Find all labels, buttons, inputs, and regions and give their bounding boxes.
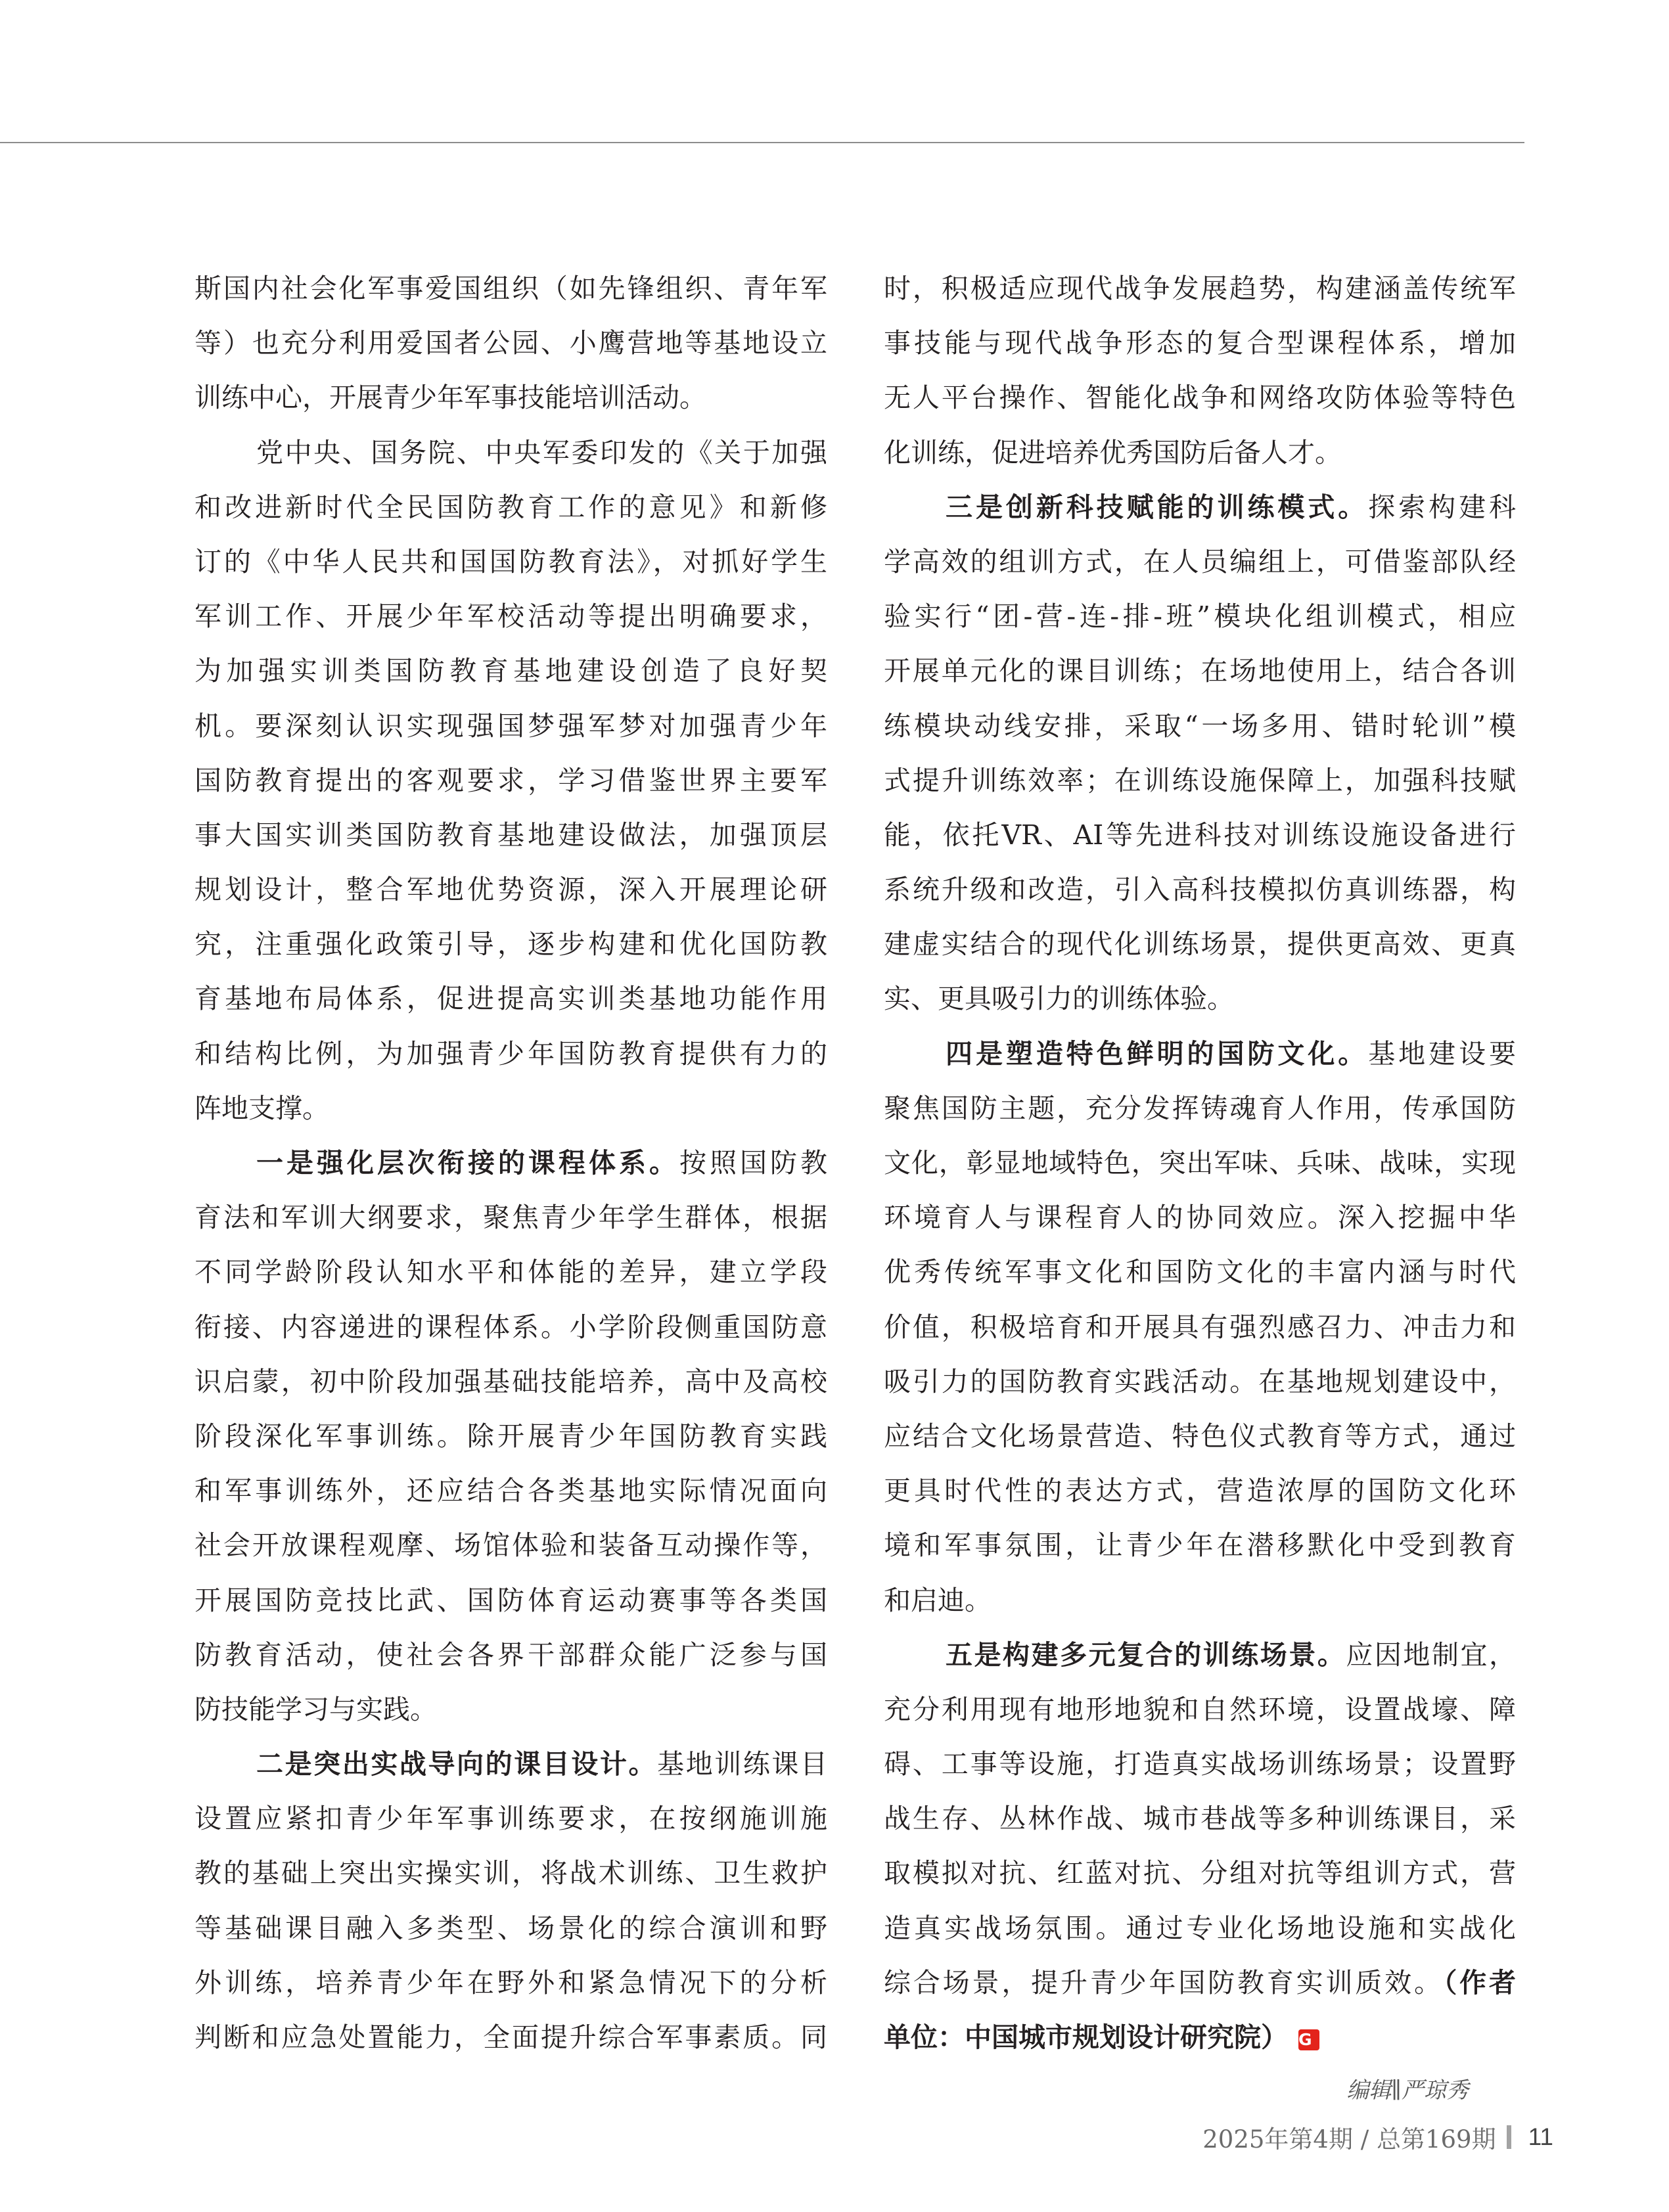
text-line: 建虚实结合的现代化训练场景，提供更高效、更真 xyxy=(884,928,1516,960)
text-line: 订的《中华人民共和国国防教育法》，对抓好学生 xyxy=(194,545,827,577)
paragraph xyxy=(884,1628,1516,2065)
text-line: 取模拟对抗、红蓝对抗、分组对抗等组训方式，营 xyxy=(884,1857,1516,1889)
header-rule xyxy=(0,142,1524,143)
text-line: 党中央、国务院、中央军委印发的《关于加强 xyxy=(256,436,827,468)
text-line: 判断和应急处置能力，全面提升综合军事素质。同 xyxy=(194,2021,827,2053)
text-line: 事技能与现代战争形态的复合型课程体系，增加 xyxy=(884,327,1516,359)
text-line xyxy=(884,1956,1516,2010)
text-line: 学高效的组训方式，在人员编组上，可借鉴部队经 xyxy=(884,545,1516,577)
text-line: 开展单元化的课目训练；在场地使用上，结合各训 xyxy=(884,655,1516,687)
text-line: 系统升级和改造，引入高科技模拟仿真训练器，构 xyxy=(884,874,1516,906)
text-line: 无人平台操作、智能化战争和网络攻防体验等特色 xyxy=(884,382,1516,414)
text-line xyxy=(884,1027,1516,1081)
text-line: 识启蒙，初中阶段加强基础技能培养，高中及高校 xyxy=(194,1365,827,1397)
text-line: 吸引力的国防教育实践活动。在基地规划建设中， xyxy=(884,1365,1516,1397)
paragraph xyxy=(194,426,827,1136)
text-line: 时，积极适应现代战争发展趋势，构建涵盖传统军 xyxy=(884,273,1516,304)
text-line: 不同学龄阶段认知水平和体能的差异，建立学段 xyxy=(194,1256,827,1288)
text-line: 外训练，培养青少年在野外和紧急情况下的分析 xyxy=(194,1966,827,1998)
section-heading: 三是创新科技赋能的训练模式。 xyxy=(946,491,1369,523)
text-line: 优秀传统军事文化和国防文化的丰富内涵与时代 xyxy=(884,1256,1516,1288)
text-line: 能，依托VR、AI等先进科技对训练设施设备进行 xyxy=(884,819,1516,851)
text-line: 练模块动线安排，采取“一场多用、错时轮训”模 xyxy=(884,710,1516,742)
section-heading: 四是塑造特色鲜明的国防文化。 xyxy=(946,1037,1369,1070)
text-line: 为加强实训类国防教育基地建设创造了良好契 xyxy=(194,655,827,687)
text-line: 育法和军训大纲要求，聚焦青少年学生群体，根据 xyxy=(194,1202,827,1234)
paragraph xyxy=(884,480,1516,1027)
text-line: 阵地支撑。 xyxy=(194,1092,329,1124)
text-line: 防技能学习与实践。 xyxy=(194,1693,437,1725)
right-column xyxy=(884,261,1516,2065)
text-line: 开展国防竞技比武、国防体育运动赛事等各类国 xyxy=(194,1584,827,1616)
page-number: 11 xyxy=(1528,2123,1553,2150)
paragraph xyxy=(884,1027,1516,1628)
text-line: 应结合文化场景营造、特色仪式教育等方式，通过 xyxy=(884,1420,1516,1452)
text-line: 文化，彰显地域特色，突出军味、兵味、战味，实现 xyxy=(884,1147,1516,1179)
paragraph xyxy=(884,261,1516,480)
section-heading: 五是构建多元复合的训练场景。 xyxy=(946,1638,1346,1671)
text-line: 斯国内社会化军事爱国组织（如先锋组织、青年军 xyxy=(194,273,827,304)
paragraph xyxy=(194,261,827,426)
left-column xyxy=(194,261,827,2065)
text-line: 育基地布局体系，促进提高实训类基地功能作用 xyxy=(194,983,827,1015)
text-line: 和启迪。 xyxy=(884,1584,992,1616)
text-line: 实、更具吸引力的训练体验。 xyxy=(884,983,1234,1015)
text-line: 机。要深刻认识实现强国梦强军梦对加强青少年 xyxy=(194,710,827,742)
magazine-logo-icon: G xyxy=(1298,2029,1319,2050)
text-line xyxy=(884,2010,1516,2065)
section-heading: 二是突出实战导向的课目设计。 xyxy=(256,1748,658,1780)
text-line: 碍、工事等设施，打造真实战场训练场景；设置野 xyxy=(884,1748,1516,1780)
text-line xyxy=(884,1628,1516,1682)
text-line: 战生存、丛林作战、城市巷战等多种训练课目，采 xyxy=(884,1803,1516,1835)
text-line: 社会开放课程观摩、场馆体验和装备互动操作等， xyxy=(194,1529,827,1562)
text-line xyxy=(884,480,1516,535)
text-line: 究，注重强化政策引导，逐步构建和优化国防教 xyxy=(194,928,827,960)
text-line: 式提升训练效率；在训练设施保障上，加强科技赋 xyxy=(884,764,1516,796)
text-line: 防教育活动，使社会各界干部群众能广泛参与国 xyxy=(194,1638,827,1671)
paragraph xyxy=(194,1737,827,2065)
author-affiliation: （作者 xyxy=(1443,1966,1517,1998)
text-line xyxy=(194,1737,827,1792)
text-line: 事大国实训类国防教育基地建设做法，加强顶层 xyxy=(194,819,827,851)
text-line: 和结构比例，为加强青少年国防教育提供有力的 xyxy=(194,1037,827,1070)
text-run: 探索构建科 xyxy=(1368,491,1517,523)
text-run: 按照国防教 xyxy=(679,1147,827,1179)
editor-credit: 编辑∥严琼秀 xyxy=(1346,2077,1469,2104)
issue-info: 2025年第4期 / 总第169期 xyxy=(1202,2125,1496,2154)
paragraph xyxy=(194,1136,827,1737)
text-line: 衔接、内容递进的课程体系。小学阶段侧重国防意 xyxy=(194,1311,827,1343)
text-line: 等）也充分利用爱国者公园、小鹰营地等基地设立 xyxy=(194,327,827,359)
text-line: 聚焦国防主题，充分发挥铸魂育人作用，传承国防 xyxy=(884,1092,1516,1124)
text-run: 应因地制宜， xyxy=(1346,1638,1517,1671)
text-line: 训练中心，开展青少年军事技能培训活动。 xyxy=(194,382,706,414)
text-run: 基地建设要 xyxy=(1368,1037,1517,1070)
text-line: 阶段深化军事训练。除开展青少年国防教育实践 xyxy=(194,1420,827,1452)
text-line: 军训工作、开展少年军校活动等提出明确要求， xyxy=(194,600,827,633)
text-run: 综合场景，提升青少年国防教育实训质效。 xyxy=(884,1966,1444,1998)
text-line: 验实行“团-营-连-排-班”模块化组训模式，相应 xyxy=(884,600,1516,633)
footer-divider xyxy=(1507,2125,1511,2149)
text-line: 和军事训练外，还应结合各类基地实际情况面向 xyxy=(194,1475,827,1507)
text-line: 充分利用现有地形地貌和自然环境，设置战壕、障 xyxy=(884,1693,1516,1725)
author-affiliation: 单位：中国城市规划设计研究院） xyxy=(884,2021,1288,2053)
text-line: 更具时代性的表达方式，营造浓厚的国防文化环 xyxy=(884,1475,1516,1507)
text-line xyxy=(194,1136,827,1190)
section-heading: 一是强化层次衔接的课程体系。 xyxy=(256,1147,679,1179)
text-line: 教的基础上突出实操实训，将战术训练、卫生救护 xyxy=(194,1857,827,1889)
text-line: 规划设计，整合军地优势资源，深入开展理论研 xyxy=(194,874,827,906)
text-line: 设置应紧扣青少年军事训练要求，在按纲施训施 xyxy=(194,1803,827,1835)
text-line: 价值，积极培育和开展具有强烈感召力、冲击力和 xyxy=(884,1311,1516,1343)
text-run: 基地训练课目 xyxy=(657,1748,828,1780)
text-line: 和改进新时代全民国防教育工作的意见》和新修 xyxy=(194,491,827,523)
text-line: 国防教育提出的客观要求，学习借鉴世界主要军 xyxy=(194,764,827,796)
page-footer xyxy=(1202,2122,1553,2152)
text-line: 等基础课目融入多类型、场景化的综合演训和野 xyxy=(194,1912,827,1944)
text-line: 境和军事氛围，让青少年在潜移默化中受到教育 xyxy=(884,1529,1516,1562)
text-line: 化训练，促进培养优秀国防后备人才。 xyxy=(884,436,1342,468)
text-line: 造真实战场氛围。通过专业化场地设施和实战化 xyxy=(884,1912,1516,1944)
text-line: 环境育人与课程育人的协同效应。深入挖掘中华 xyxy=(884,1202,1516,1234)
